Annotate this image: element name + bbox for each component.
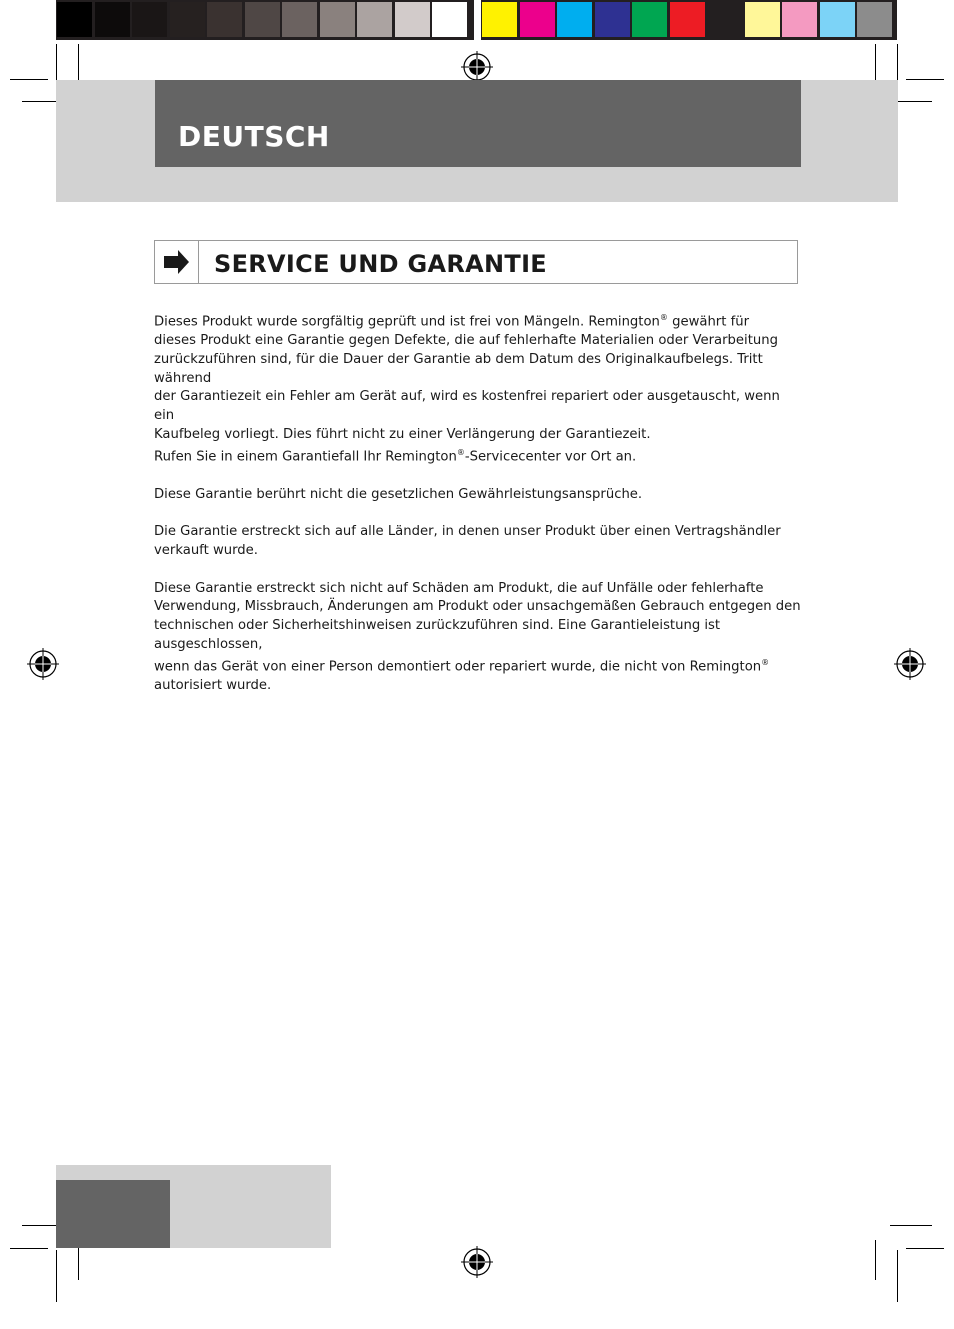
arrow-right-icon [155,241,198,283]
registered-mark: ® [659,313,668,322]
color-swatch [520,2,555,37]
paragraph [154,580,804,697]
paragraph [154,309,804,467]
color-swatch [820,2,855,37]
section-icon-cell [155,241,199,283]
color-swatch [282,2,317,37]
color-swatch [170,2,205,37]
registration-mark-icon [26,647,60,681]
color-swatch [557,2,592,37]
registered-mark: ® [456,448,465,458]
color-swatch [432,2,467,37]
text-run: Dieses Produkt wurde sorgfältig geprüft und ist frei von Mängeln. Remington [154,314,660,330]
color-swatch [745,2,780,37]
color-swatch [320,2,355,37]
crop-mark [897,1250,898,1302]
registered-mark: ® [761,658,770,668]
color-swatch [357,2,392,37]
color-swatch [632,2,667,37]
color-swatch [395,2,430,37]
crop-mark [890,1225,932,1226]
text-run: Diese Garantie erstreckt sich nicht auf Schäden am Produkt, die auf Unfälle oder fehlerhafte Verwendung, Missbrauch, Änderungen am Produkt oder unsachgemäßen Gebrauch entgegen den technischen oder Sicherheitshinweisen zurückzuführen sind. Eine Garantieleistung ist ausgeschlossen, wenn das Gerät von einer Person demontiert oder repariert wurde, die nicht von Remington [154,580,801,675]
text-run: gewährt für dieses Produkt eine Garantie gegen Defekte, die auf fehlerhafte Materialien oder Verarbeitung zurückzuführen sind, für die Dauer der Garantie ab dem Datum des Originalkaufbelegs. Tritt während der Garantiezeit ein Fehler am Gerät auf, wird es kostenfrei repariert oder ausgetauscht, wenn ein Kaufbeleg vorliegt. Dies führt nicht zu einer Verlängerung der Garantiezeit. Rufen Sie in einem Garantiefall Ihr Remington [154,314,780,465]
crop-mark [10,1248,48,1249]
color-swatch [207,2,242,37]
crop-mark [906,79,944,80]
registration-mark-icon [460,50,494,84]
color-swatch [707,2,742,37]
color-swatch [95,2,130,37]
color-swatch [670,2,705,37]
section-title: SERVICE UND GARANTIE [214,250,547,278]
text-run: -Servicecenter vor Ort an. [464,449,637,465]
color-bar-left [57,0,470,40]
color-swatch [857,2,892,37]
registration-mark-icon [893,647,927,681]
color-swatch [132,2,167,37]
crop-mark [56,44,57,80]
color-bar-right [482,0,895,40]
color-swatch [482,2,517,37]
crop-mark [56,1250,57,1302]
paragraph: Die Garantie erstreckt sich auf alle Länder, in denen unser Produkt über einen Vertragshändler verkauft wurde. [154,524,781,559]
registration-mark-icon [460,1245,494,1279]
page-number-block [56,1180,170,1248]
crop-mark [906,1248,944,1249]
paragraph: Diese Garantie berührt nicht die gesetzlichen Gewährleistungsansprüche. [154,487,643,503]
color-swatch [595,2,630,37]
text-run: autorisiert wurde. [154,678,272,694]
crop-mark [10,79,48,80]
crop-mark [875,1240,876,1280]
page-title: DEUTSCH [178,120,330,153]
section-heading [154,240,798,284]
body-text [154,309,804,715]
color-swatch [57,2,92,37]
color-swatch [245,2,280,37]
color-swatch [782,2,817,37]
crop-mark [897,44,898,80]
